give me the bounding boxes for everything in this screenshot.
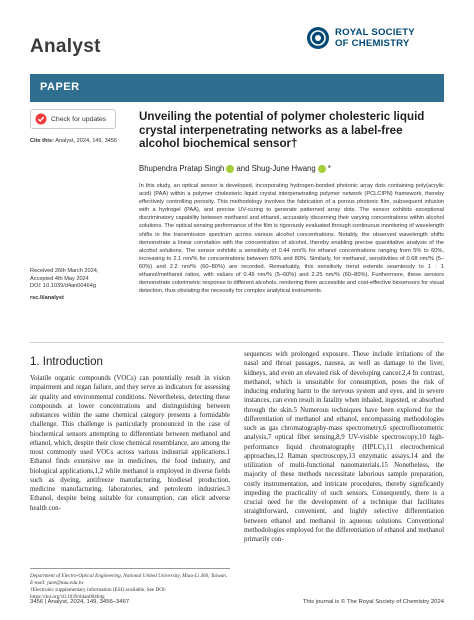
cite-label: Cite this: — [30, 138, 54, 144]
crossmark-icon — [35, 113, 47, 125]
affiliation-note: Department of Electro-Optical Engineering, National United University, Miao-Li 360, Taiwan. E-mail: june@nuu.edu.tw — [30, 573, 228, 586]
footer-copyright: This journal is © The Royal Society of Chemistry 2024 — [302, 599, 444, 605]
article-type-label: PAPER — [40, 81, 80, 93]
page-footer — [30, 599, 444, 609]
journal-link[interactable]: rsc.li/analyst — [30, 294, 64, 301]
received-accepted-dates: Received 26th March 2024, Accepted 4th May 2024 — [30, 268, 99, 282]
footnotes — [30, 568, 230, 601]
body-text-right-column: sequences with prolonged exposure. These include irritations of the nasal and throat passages, nausea, as well as damage to the liver, kidneys, and even an elevated risk of developing cancer.2,4 In contrast, methanol, which is unsuitable for consumption, poses the risk of inducing enduring harm to the nervous system and eyes, and in severe instances, can even result in fatality when inhaled, ingested, or absorbed through the skin.5 Numerous techniques have been explored for the differentiation of methanol and ethanol, encompassing methodologies such as gas chromatography-mass spectrometry,6 spectrofluorometric analysis,7 optical fiber sensing,8,9 UV-visible spectroscopy,10 high-performance liquid chromatography (HPLC),11 electrochemical approaches,12 Raman spectroscopy,13 enzymatic assays,14 and the utilization of multi-functional nanomaterials.15 Nonetheless, the majority of these methods necessitate laborious sample preparation, costly instrumentation, and intricate procedures, thereby significantly impeding the practicality of such sensors. Consequently, there is a crucial need for the development of a technique that facilitates straightforward, convenient, and highly selective differentiation between ethanol and methanol in aqueous solutions. Conventional methodologies employed for the differentiation of ethanol and methanol primarily con- — [244, 351, 444, 543]
doi[interactable]: DOI: 10.1039/d4an00464g — [30, 283, 96, 290]
article-title: Unveiling the potential of polymer cholesteric liquid crystal interpenetrating networks as a label-free alcohol biochemical sensor† — [139, 110, 425, 151]
check-for-updates-label: Check for updates — [51, 115, 107, 123]
article-metadata — [30, 268, 128, 302]
section-divider — [30, 342, 444, 343]
section-heading: 1. Introduction — [30, 356, 103, 368]
journal-title: Analyst — [30, 36, 101, 57]
esi-note[interactable]: †Electronic supplementary information (ESI) available. See DOI: https://doi.org/10.1039/d4an00464g — [30, 587, 167, 600]
abstract: In this study, an optical sensor is developed, incorporating hydrogen-bonded photonic array dots containing poly(acrylic acid) (PAA) within a polymer cholesteric liquid crystal interpenetrating polymer network (PCLCIPN) framework, thereby effectively controlling porosity. This methodology involves the fabrication of a porous photonic film, subsequent infusion with a hydrogel (PAA), and precise UV-curing to generate patterned array dots. The sensor exhibits exceptional discriminatory capability between methanol and ethanol, accurately discerning their varying concentrations within alcohol solutions. The optical sensing performance of the film is rigorously evaluated through continuous monitoring of wavelength shifts in the transmission spectrum across various alcohol concentrations. Notably, the observed wavelength shifts demonstrate a linear correlation with the concentration of alcohol, thereby enabling precise quantitative analysis of the alcohol solutions. The sensor exhibits a sensitivity of 0.44 nm/% for ethanol concentrations ranging from 5% to 60%, increasing to 2.1 nm/% for concentrations between 60% and 80%. Similarly, for methanol, sensitivities of 0.68 nm/% (5–60%) and 2.2 nm/% (60–80%) are recorded. Remarkably, this sensitivity trend extends seamlessly to 1 : 1 ethanol/methanol ratios, with values of 0.49 nm/% (5–60%) and 2.25 nm/% (60–80%). Furthermore, these sensors demonstrate colorimetric response to different alcohols, rendering them accessible and cost-effective biosensors for visual detection, thus obviating the necessity for complex analytical instruments. — [139, 183, 444, 295]
author-list — [139, 164, 331, 173]
citation-info — [30, 138, 128, 146]
orcid-icon[interactable] — [318, 165, 326, 173]
article-type-banner — [30, 74, 444, 102]
orcid-icon[interactable] — [226, 165, 234, 173]
author-2: and Shug-June Hwang — [236, 164, 316, 173]
check-for-updates-button[interactable] — [30, 109, 116, 129]
cite-text: Analyst, 2024, 149, 3456 — [55, 138, 118, 144]
footer-citation: 3456 | Analyst, 2024, 149, 3456–3467 — [30, 599, 130, 605]
rsc-name-line2: OF CHEMISTRY — [335, 38, 410, 49]
rsc-name-line1: ROYAL SOCIETY — [335, 27, 415, 38]
rsc-emblem-icon — [306, 26, 330, 50]
corresponding-asterisk: * — [327, 164, 331, 173]
author-1: Bhupendra Pratap Singh — [139, 164, 225, 173]
rsc-logo[interactable] — [306, 26, 415, 50]
body-text-left-column: Volatile organic compounds (VOCs) can potentially result in vision impairment and organ failure, and they serve as indicators for assessing air quality and environmental conditions. Nevertheless, detecting these compounds at lower concentrations and distinguishing between substances within the same chemical category presents a formidable challenge. This challenge is particularly pronounced in the case of biochemical sensors attempting to differentiate between methanol and ethanol, which, despite their close chemical resemblance, are among the most commonly used VOCs across various industrial applications.1 Ethanol finds extensive use in medicines, the food industry, and biological applications,1,2 while methanol is employed in diverse fields such as dyeing, antifreeze manufacturing, biodiesel production, medicine manufacturing, laboratories, and petroleum industries.3 Ethanol, despite being suitable for consumption, can elicit adverse health con- — [30, 375, 230, 512]
